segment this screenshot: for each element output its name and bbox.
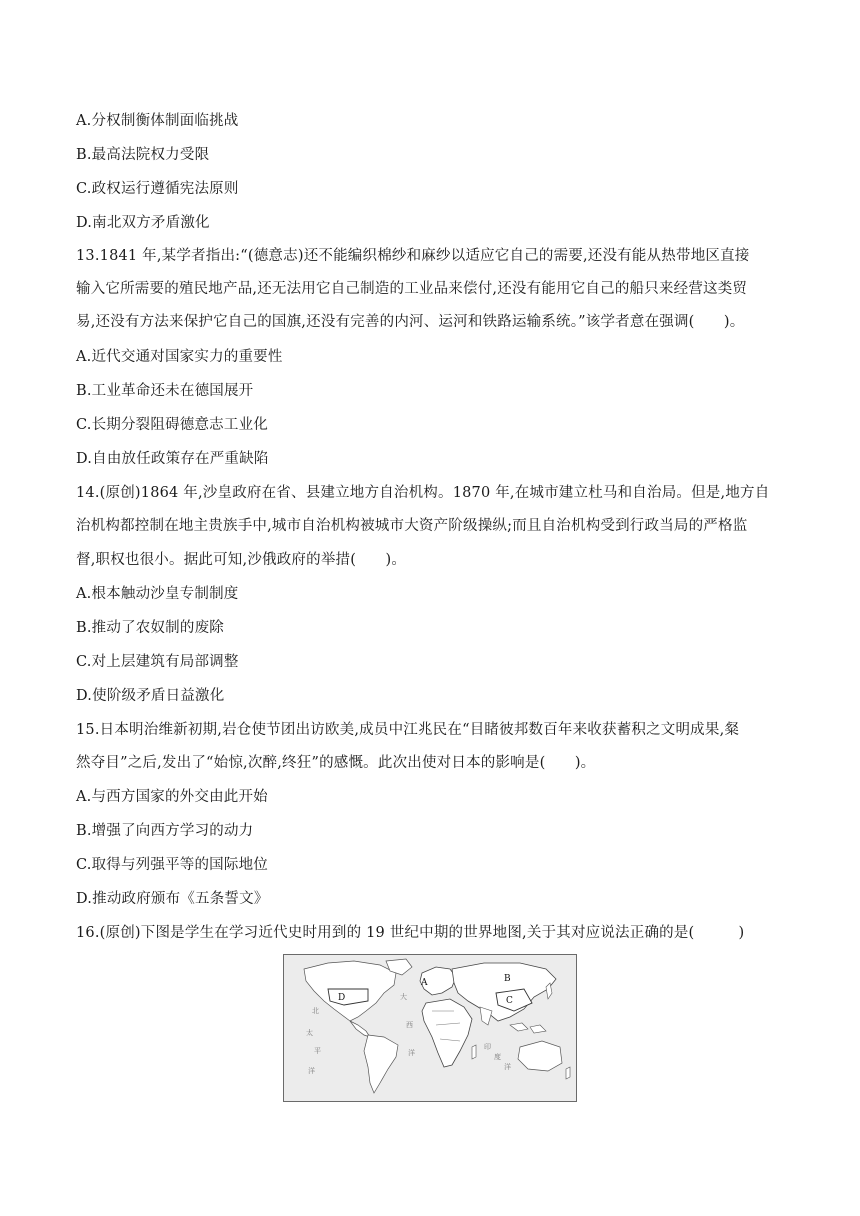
q14-option-a: A.根本触动沙皇专制制度 bbox=[76, 586, 239, 602]
q14-stem-line-1: 14.(原创)1864 年,沙皇政府在省、县建立地方自治机构。1870 年,在城市建立杜马和自治局。但是,地方自 bbox=[76, 485, 770, 501]
madagascar-landmass bbox=[472, 1045, 476, 1059]
q13-option-a: A.近代交通对国家实力的重要性 bbox=[76, 349, 283, 365]
q15-stem-line-2: 然夺目”之后,发出了“始惊,次醉,终狂”的感慨。此次出使对日本的影响是( )。 bbox=[76, 755, 596, 771]
map-faint-text-2: 太 bbox=[306, 1029, 313, 1037]
q14-option-c: C.对上层建筑有局部调整 bbox=[76, 654, 239, 670]
map-label-c: C bbox=[506, 996, 513, 1006]
world-map-svg bbox=[284, 955, 576, 1101]
q13-option-c: C.长期分裂阻碍德意志工业化 bbox=[76, 417, 268, 433]
q14-stem-line-3: 督,职权也很小。据此可知,沙俄政府的举措( )。 bbox=[76, 552, 407, 568]
q13-option-d: D.自由放任政策存在严重缺陷 bbox=[76, 451, 269, 467]
q13-stem-line-2: 输入它所需要的殖民地产品,还无法用它自己制造的工业品来偿付,还没有能用它自己的船只来经营这类贸 bbox=[76, 281, 748, 297]
q13-option-b: B.工业革命还未在德国展开 bbox=[76, 383, 254, 399]
q13-stem-line-1: 13.1841 年,某学者指出:“(德意志)还不能编织棉纱和麻纱以适应它自己的需要,还没有能从热带地区直接 bbox=[76, 248, 750, 264]
new-zealand-landmass bbox=[566, 1067, 570, 1079]
q15-stem-line-1: 15.日本明治维新初期,岩仓使节团出访欧美,成员中江兆民在“目睹彼邦数百年来收获蓄积之文明成果,粲 bbox=[76, 722, 740, 738]
q12-option-a: A.分权制衡体制面临挑战 bbox=[76, 113, 239, 129]
map-faint-text-6: 西 bbox=[406, 1021, 413, 1029]
map-faint-text-9: 度 bbox=[494, 1053, 501, 1061]
q15-option-a: A.与西方国家的外交由此开始 bbox=[76, 789, 268, 805]
world-map-figure bbox=[283, 954, 577, 1102]
map-faint-text-5: 大 bbox=[400, 993, 407, 1001]
q16-stem: 16.(原创)下图是学生在学习近代史时用到的 19 世纪中期的世界地图,关于其对应说法正确的是( ) bbox=[76, 925, 745, 941]
map-faint-text-10: 洋 bbox=[504, 1063, 511, 1071]
q12-option-d: D.南北双方矛盾激化 bbox=[76, 215, 210, 231]
q15-option-b: B.增强了向西方学习的动力 bbox=[76, 823, 254, 839]
map-faint-text-7: 洋 bbox=[408, 1049, 415, 1057]
q12-option-b: B.最高法院权力受限 bbox=[76, 147, 210, 163]
q13-stem-line-3: 易,还没有方法来保护它自己的国旗,还没有完善的内河、运河和铁路运输系统。”该学者意在强调( )。 bbox=[76, 314, 745, 330]
q15-option-d: D.推动政府颁布《五条誓文》 bbox=[76, 891, 269, 907]
q14-stem-line-2: 治机构都控制在地主贵族手中,城市自治机构被城市大资产阶级操纵;而且自治机构受到行政当局的严格监 bbox=[76, 518, 748, 534]
map-faint-text-3: 平 bbox=[314, 1047, 321, 1055]
map-label-a: A bbox=[421, 978, 428, 988]
map-faint-text-1: 北 bbox=[312, 1007, 319, 1015]
map-label-d: D bbox=[338, 993, 346, 1003]
q14-option-d: D.使阶级矛盾日益激化 bbox=[76, 688, 225, 704]
map-label-b: B bbox=[504, 974, 511, 984]
q14-option-b: B.推动了农奴制的废除 bbox=[76, 620, 224, 636]
map-faint-text-4: 洋 bbox=[308, 1067, 315, 1075]
q15-option-c: C.取得与列强平等的国际地位 bbox=[76, 857, 268, 873]
q12-option-c: C.政权运行遵循宪法原则 bbox=[76, 181, 239, 197]
map-faint-text-8: 印 bbox=[484, 1043, 491, 1051]
